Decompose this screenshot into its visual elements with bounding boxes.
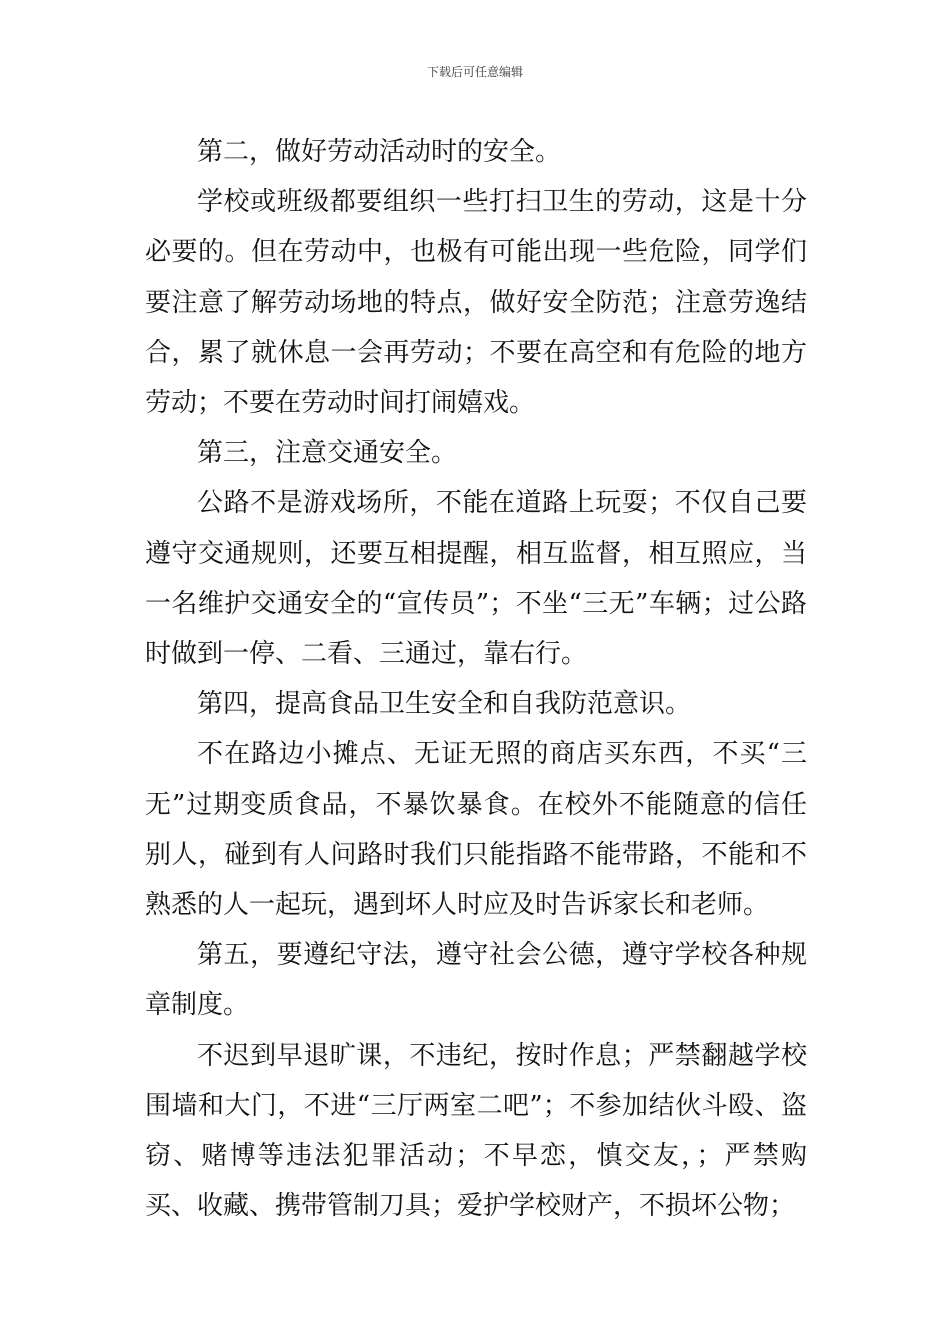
- paragraph-labor-safety: 学校或班级都要组织一些打扫卫生的劳动，这是十分必要的。但在劳动中，也极有可能出现一些危险，同学们要注意了解劳动场地的特点，做好安全防范；注意劳逸结合，累了就休息一会再劳动；不要在高空和有危险的地方劳动；不要在劳动时间打闹嬉戏。: [145, 187, 807, 419]
- paragraph-heading-fourth: 第四，提高食品卫生安全和自我防范意识。: [197, 689, 692, 720]
- paragraph-school-rules: 不迟到早退旷课，不违纪，按时作息；严禁翻越学校围墙和大门，不进“三厅两室二吧”；不参加结伙斗殴、盗窃、赌博等违法犯罪活动；不早恋，慎交友，；严禁购买、收藏、携带管制刀具；爱护学校财产，不损坏公物；: [145, 1040, 807, 1222]
- paragraph-heading-second: 第二，做好劳动活动时的安全。: [197, 137, 562, 167]
- paragraph-heading-third: 第三，注意交通安全。: [197, 438, 458, 469]
- page-header-note: 下载后可任意编辑: [426, 65, 523, 79]
- paragraph-heading-fifth: 第五，要遵纪守法，遵守社会公德，遵守学校各种规章制度。: [145, 940, 807, 1021]
- paragraph-traffic-safety: 公路不是游戏场所，不能在道路上玩耍；不仅自己要遵守交通规则，还要互相提醒，相互监督，相互照应，当一名维护交通安全的“宣传员”；不坐“三无”车辆；过公路时做到一停、二看、三通过，靠右行。: [145, 488, 807, 670]
- document-body: [145, 127, 807, 1231]
- paragraph-food-safety: 不在路边小摊点、无证无照的商店买东西，不买“三无”过期变质食品，不暴饮暴食。在校外不能随意的信任别人，碰到有人问路时我们只能指路不能带路，不能和不熟悉的人一起玩，遇到坏人时应及时告诉家长和老师。: [145, 739, 807, 921]
